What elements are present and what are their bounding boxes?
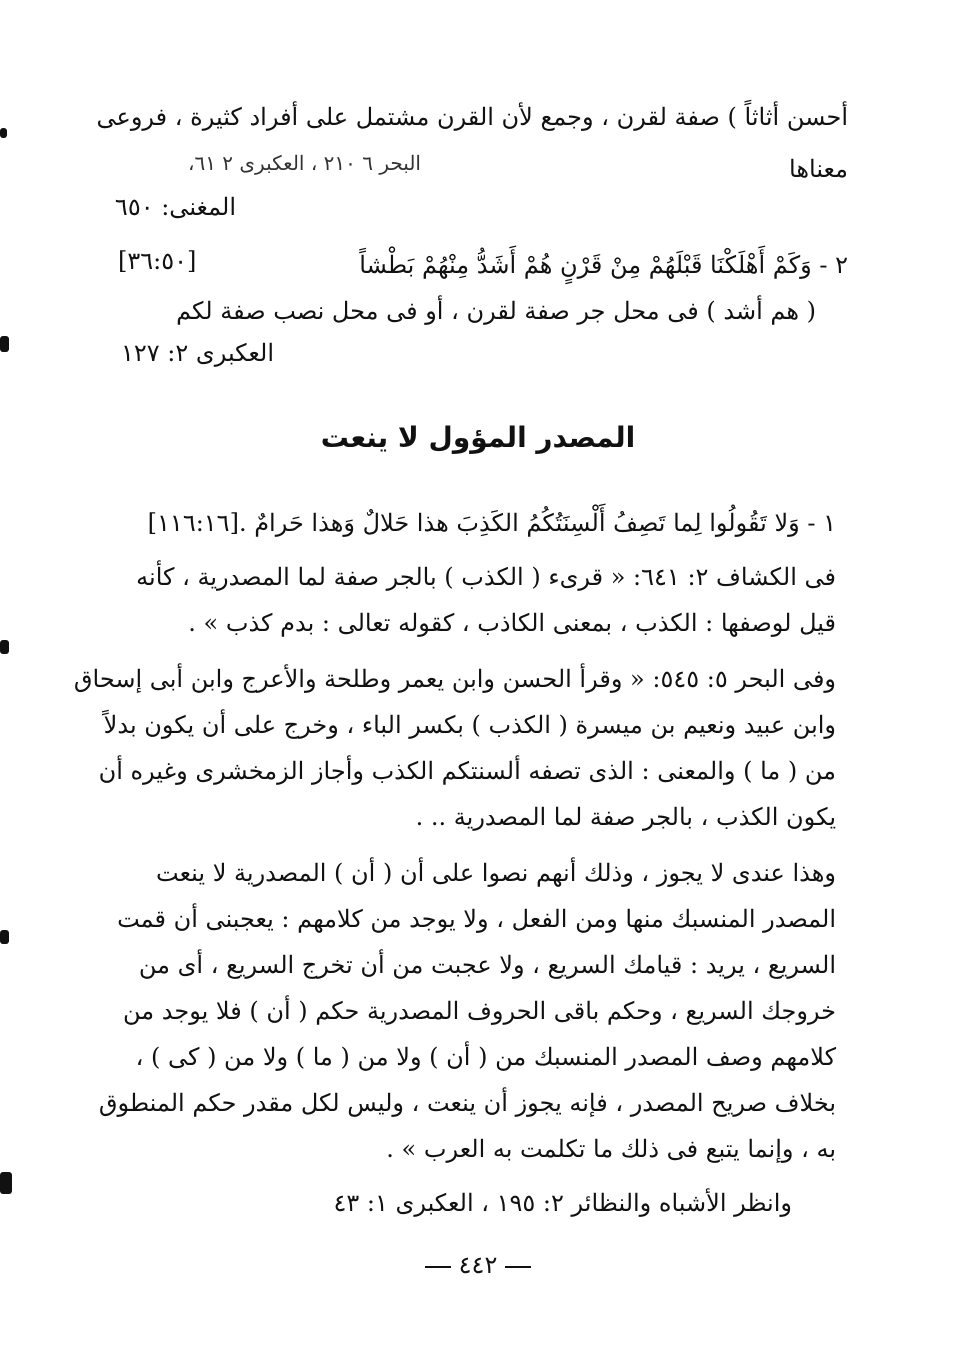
verse-reference: [٣٦:٥٠] xyxy=(118,247,197,275)
reference-note: المغنى: ٦٥٠ xyxy=(114,193,236,221)
reference-note: العكبرى ٢: ١٢٧ xyxy=(121,339,274,367)
verse-line: ١ - وَلا تَقُولُوا لِما تَصِفُ أَلْسِنَتُكُمُ الكَذِبَ هذا حَلالٌ وَهذا حَرامٌ .[١١٦:١٦] xyxy=(147,509,836,537)
paragraph-line: وفى البحر ٥: ٥٤٥: « وقرأ الحسن وابن يعمر وطلحة والأعرج وابن أبى إسحاق xyxy=(73,665,836,693)
paragraph-line: السريع ، يريد : قيامك السريع ، ولا عجبت من أن تخرج السريع ، أى من xyxy=(138,951,836,979)
paragraph-line: وهذا عندى لا يجوز ، وذلك أنهم نصوا على أن ( أن ) المصدرية لا ينعت xyxy=(156,859,836,887)
verse-line: ٢ - وَكَمْ أَهْلَكْنَا قَبْلَهُمْ مِنْ قَرْنٍ هُمْ أَشَدُّ مِنْهُمْ بَطْشاً xyxy=(359,251,848,279)
scan-edge-mark xyxy=(0,1172,12,1194)
page-number-text: ٤٤٢ xyxy=(458,1251,498,1279)
scan-edge-mark xyxy=(0,640,9,654)
paragraph-line: به ، وإنما يتبع فى ذلك ما تكلمت به العرب » . xyxy=(386,1135,836,1163)
scan-edge-mark xyxy=(0,128,7,138)
paragraph-line: كلامهم وصف المصدر المنسبك من ( أن ) ولا من ( ما ) ولا من ( كى ) ، xyxy=(135,1043,836,1071)
paragraph-line: معناها xyxy=(789,155,848,183)
paragraph-line: خروجك السريع ، وحكم باقى الحروف المصدرية حكم ( أن ) فلا يوجد من xyxy=(123,997,836,1025)
paragraph-line: فى الكشاف ٢: ٦٤١: « قرىء ( الكذب ) بالجر صفة لما المصدرية ، كأنه xyxy=(136,563,836,591)
paragraph-line: بخلاف صريح المصدر ، فإنه يجوز أن ينعت ، وليس لكل مقدر حكم المنطوق xyxy=(98,1089,836,1117)
folio-dash xyxy=(425,1266,451,1268)
scan-edge-mark xyxy=(0,930,9,944)
paragraph-line: من ( ما ) والمعنى : الذى تصفه ألسنتكم الكذب وأجاز الزمخشرى وغيره أن xyxy=(98,757,836,785)
section-title: المصدر المؤول لا ينعت xyxy=(320,421,636,454)
folio-dash xyxy=(505,1266,531,1268)
paragraph-line: يكون الكذب ، بالجر صفة لما المصدرية .. . xyxy=(415,803,836,831)
paragraph-line: قيل لوصفها : الكذب ، بمعنى الكاذب ، كقوله تعالى : بدم كذب » . xyxy=(188,609,836,637)
scan-edge-mark xyxy=(0,336,9,352)
paragraph-line: ( هم أشد ) فى محل جر صفة لقرن ، أو فى محل نصب صفة لكم xyxy=(176,297,816,325)
paragraph-line: أحسن أثاثاً ) صفة لقرن ، وجمع لأن القرن مشتمل على أفراد كثيرة ، فروعى xyxy=(96,103,848,131)
paragraph-line: وابن عبيد ونعيم بن ميسرة ( الكذب ) بكسر الباء ، وخرج على أن يكون بدلاً xyxy=(103,711,836,739)
reference-note: البحر ٦ ٢١٠ ، العكبرى ٢ ٦١، xyxy=(187,151,421,175)
paragraph-line: وانظر الأشباه والنظائر ٢: ١٩٥ ، العكبرى ١: ٤٣ xyxy=(333,1189,792,1217)
paragraph-line: المصدر المنسبك منها ومن الفعل ، ولا يوجد من كلامهم : يعجبنى أن قمت xyxy=(117,905,836,933)
page-number xyxy=(0,1248,956,1282)
